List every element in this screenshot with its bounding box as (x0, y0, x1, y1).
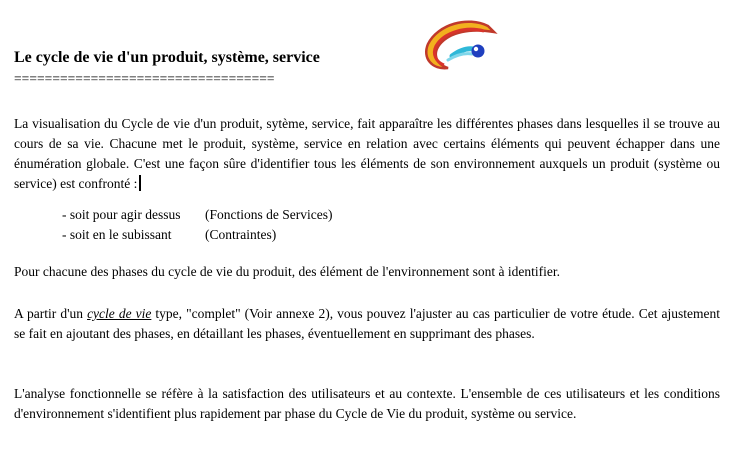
bullet-list (62, 205, 332, 245)
cycle-text-before: A partir d'un (14, 306, 88, 321)
cycle-paragraph (14, 304, 720, 344)
intro-text: La visualisation du Cycle de vie d'un produit, sytème, service, fait apparaître les différentes phases dans lesquelles il se trouve au cours de sa vie. Chacune met le produit, système, service en relation avec certains éléments qui peuvent échapper dans une énumération globale. C'est une façon sûre d'identifier tous les éléments de son environnement auxquels un produit (système ou service) est confronté : (14, 116, 720, 191)
comet-c-logo-icon (418, 18, 498, 76)
list-item-detail: (Contraintes) (205, 227, 277, 242)
text-cursor (139, 175, 141, 191)
list-item-label: - soit en le subissant (62, 227, 172, 242)
phases-paragraph: Pour chacune des phases du cycle de vie du produit, des élément de l'environnement sont à identifier. (14, 264, 561, 279)
list-item-label: - soit pour agir dessus (62, 207, 181, 222)
cycle-text-after: type, "complet" (Voir annexe 2), vous pouvez l'ajuster au cas particulier de votre étude. Cet ajustement se fait en ajoutant des phases, en détaillant les phases, éventuellement en supprimant des phases. (14, 306, 720, 341)
page-title: Le cycle de vie d'un produit, système, service (14, 49, 320, 66)
cycle-de-vie-link[interactable]: cycle de vie (87, 306, 152, 321)
title-underline-rule: ================================== (14, 71, 275, 86)
intro-paragraph (14, 114, 720, 194)
analysis-paragraph: L'analyse fonctionnelle se réfère à la satisfaction des utilisateurs et au contexte. L'ensemble de ces utilisateurs et les conditions d'environnement s'identifient plus rapidement par phase du Cycle de Vie du produit, système ou service. (14, 386, 720, 421)
list-item (62, 225, 332, 245)
list-item-detail: (Fonctions de Services) (205, 207, 333, 222)
list-item (62, 205, 332, 225)
